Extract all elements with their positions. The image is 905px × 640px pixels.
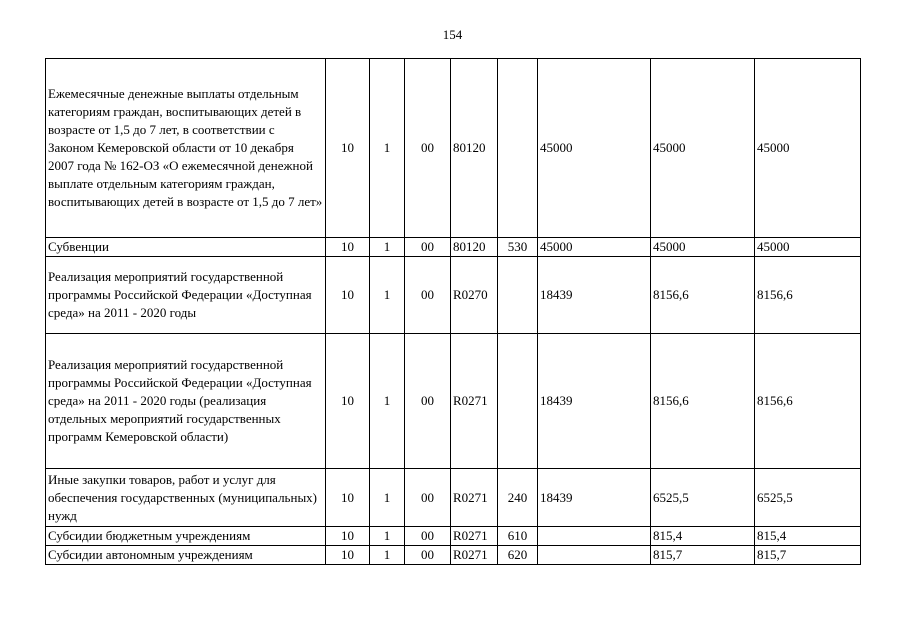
table-row bbox=[46, 527, 861, 546]
program-cell: 00 bbox=[405, 59, 451, 238]
target-cell: R0271 bbox=[451, 546, 498, 565]
target-cell: R0271 bbox=[451, 334, 498, 469]
target-cell: 80120 bbox=[451, 59, 498, 238]
table-row bbox=[46, 334, 861, 469]
year3-amount: 8156,6 bbox=[755, 334, 861, 469]
program-cell: 00 bbox=[405, 469, 451, 527]
subsection-cell: 1 bbox=[370, 546, 405, 565]
table-row bbox=[46, 238, 861, 257]
year2-amount: 8156,6 bbox=[651, 334, 755, 469]
subsection-cell: 1 bbox=[370, 59, 405, 238]
section-cell: 10 bbox=[326, 59, 370, 238]
subsection-cell: 1 bbox=[370, 334, 405, 469]
program-cell: 00 bbox=[405, 334, 451, 469]
expense-type-cell: 240 bbox=[498, 469, 538, 527]
page-number: 154 bbox=[442, 27, 463, 42]
year3-amount: 815,7 bbox=[755, 546, 861, 565]
row-name: Субсидии бюджетным учреждениям bbox=[46, 527, 326, 546]
year2-amount: 45000 bbox=[651, 238, 755, 257]
year2-amount: 815,4 bbox=[651, 527, 755, 546]
expense-type-cell: 610 bbox=[498, 527, 538, 546]
year2-amount: 6525,5 bbox=[651, 469, 755, 527]
year3-amount: 45000 bbox=[755, 238, 861, 257]
subsection-cell: 1 bbox=[370, 257, 405, 334]
year1-amount: 45000 bbox=[538, 238, 651, 257]
subsection-cell: 1 bbox=[370, 527, 405, 546]
table-row bbox=[46, 257, 861, 334]
subsection-cell: 1 bbox=[370, 469, 405, 527]
program-cell: 00 bbox=[405, 257, 451, 334]
target-cell: R0270 bbox=[451, 257, 498, 334]
expense-type-cell bbox=[498, 59, 538, 238]
year1-amount: 18439 bbox=[538, 334, 651, 469]
section-cell: 10 bbox=[326, 469, 370, 527]
table-row bbox=[46, 546, 861, 565]
year1-amount bbox=[538, 546, 651, 565]
row-name: Субсидии автономным учреждениям bbox=[46, 546, 326, 565]
year3-amount: 6525,5 bbox=[755, 469, 861, 527]
subsection-cell: 1 bbox=[370, 238, 405, 257]
target-cell: R0271 bbox=[451, 527, 498, 546]
program-cell: 00 bbox=[405, 238, 451, 257]
section-cell: 10 bbox=[326, 257, 370, 334]
year2-amount: 8156,6 bbox=[651, 257, 755, 334]
year1-amount: 45000 bbox=[538, 59, 651, 238]
expense-type-cell bbox=[498, 334, 538, 469]
target-cell: 80120 bbox=[451, 238, 498, 257]
section-cell: 10 bbox=[326, 527, 370, 546]
target-cell: R0271 bbox=[451, 469, 498, 527]
section-cell: 10 bbox=[326, 546, 370, 565]
year1-amount: 18439 bbox=[538, 469, 651, 527]
year2-amount: 45000 bbox=[651, 59, 755, 238]
table-row bbox=[46, 469, 861, 527]
expense-type-cell: 620 bbox=[498, 546, 538, 565]
row-name: Субвенции bbox=[46, 238, 326, 257]
row-name: Реализация мероприятий государственной программы Российской Федерации «Доступная среда» на 2011 - 2020 годы (реализация отдельных мероприятий государственных программ Кемеровской области) bbox=[46, 334, 326, 469]
section-cell: 10 bbox=[326, 238, 370, 257]
year1-amount: 18439 bbox=[538, 257, 651, 334]
year3-amount: 8156,6 bbox=[755, 257, 861, 334]
program-cell: 00 bbox=[405, 527, 451, 546]
budget-table bbox=[45, 58, 861, 565]
table-row bbox=[46, 59, 861, 238]
year2-amount: 815,7 bbox=[651, 546, 755, 565]
section-cell: 10 bbox=[326, 334, 370, 469]
program-cell: 00 bbox=[405, 546, 451, 565]
expense-type-cell: 530 bbox=[498, 238, 538, 257]
row-name: Ежемесячные денежные выплаты отдельным категориям граждан, воспитывающих детей в возрасте от 1,5 до 7 лет, в соответствии с Законом Кемеровской области от 10 декабря 2007 года № 162-ОЗ «О ежемесячной денежной выплате отдельным категориям граждан, воспитывающих детей в возрасте от 1,5 до 7 лет» bbox=[46, 59, 326, 238]
year3-amount: 45000 bbox=[755, 59, 861, 238]
year3-amount: 815,4 bbox=[755, 527, 861, 546]
row-name: Реализация мероприятий государственной программы Российской Федерации «Доступная среда» на 2011 - 2020 годы bbox=[46, 257, 326, 334]
year1-amount bbox=[538, 527, 651, 546]
row-name: Иные закупки товаров, работ и услуг для обеспечения государственных (муниципальных) нужд bbox=[46, 469, 326, 527]
expense-type-cell bbox=[498, 257, 538, 334]
